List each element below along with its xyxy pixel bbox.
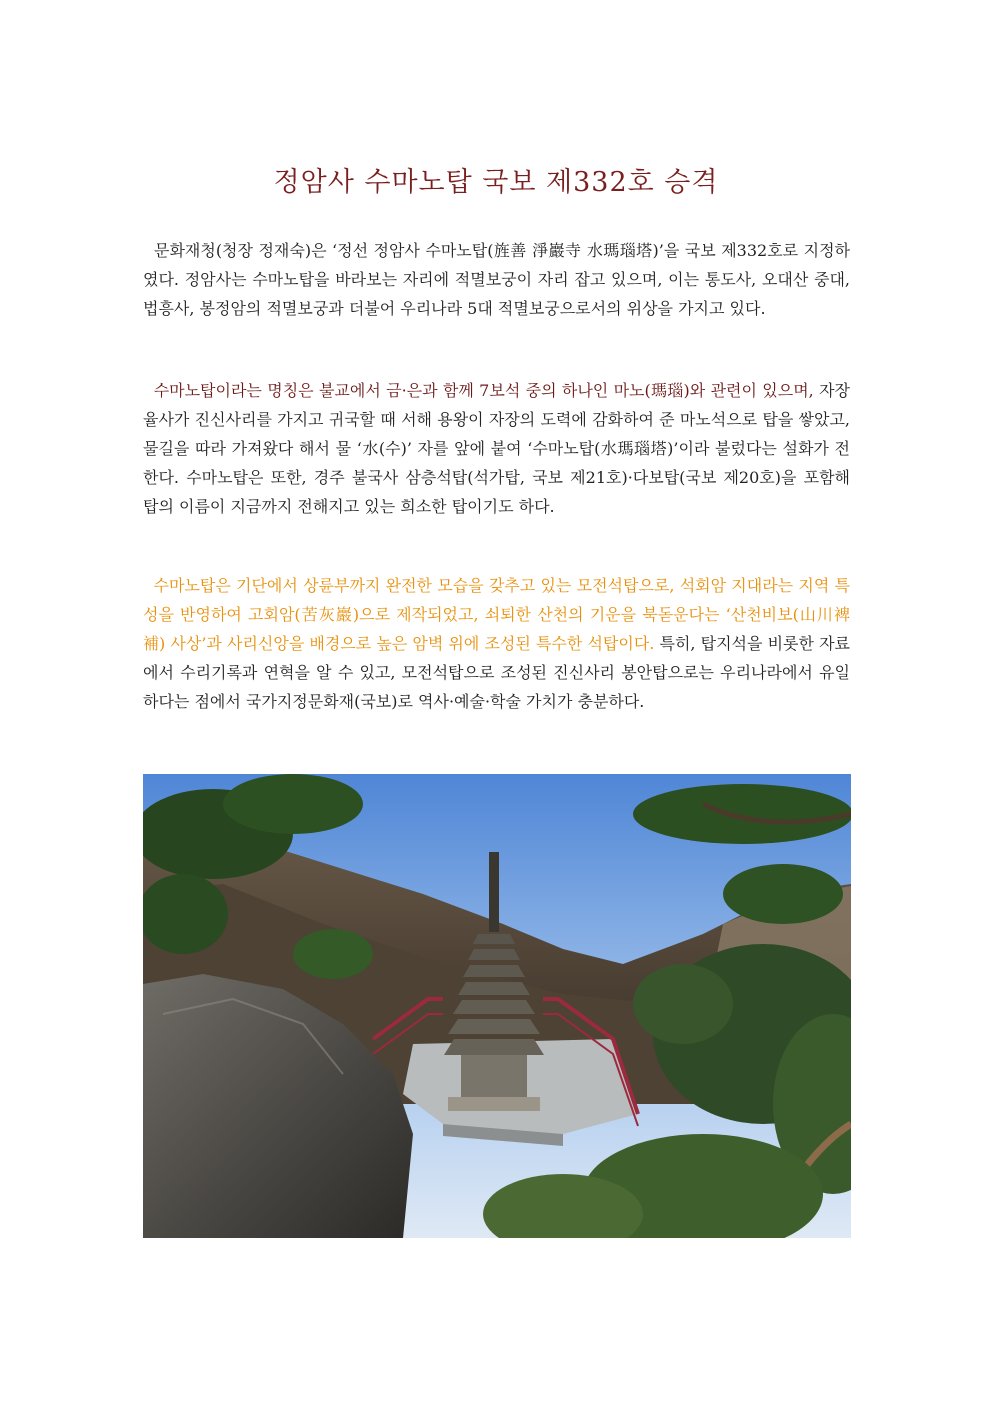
pagoda-photo (143, 774, 851, 1238)
paragraph-text: 자장율사가 진신사리를 가지고 귀국할 때 서해 용왕이 자장의 도력에 감화하여 준 마노석으로 탑을 쌓았고, 물길을 따라 가져왔다 해서 물 ‘水(수)’ 자를 앞에 붙여 ‘수마노탑(水瑪瑙塔)’이라 불렀다는 설화가 전한다. 수마노탑은 또한, 경주 불국사 삼층석탑(석가탑, 국보 제21호)·다보탑(국보 제20호)을 포함해 탑의 이름이 지금까지 전해지고 있는 희소한 탑이기도 하다. (143, 381, 851, 516)
paragraph-text: 특히, 탑지석을 비롯한 자료에서 수리기록과 연혁을 알 수 있고, 모전석탑으로 조성된 진신사리 봉안탑으로는 우리나라에서 유일하다는 점에서 국가지정문화재(국보)로 역사·예술·학술 가치가 충분하다. (143, 634, 850, 711)
page-title: 정암사 수마노탑 국보 제332호 승격 (273, 167, 719, 198)
paragraph-name-origin (143, 376, 850, 521)
paragraph-text: 문화재청(청장 정재숙)은 ‘정선 정암사 수마노탑(旌善 淨巖寺 水瑪瑙塔)’을 국보 제332호로 지정하였다. 정암사는 수마노탑을 바라보는 자리에 적멸보궁이 자리 잡고 있으며, 이는 통도사, 오대산 중대, 법흥사, 봉정암의 적멸보궁과 더불어 우리나라 5대 적멸보궁으로서의 위상을 가지고 있다. (143, 241, 850, 318)
paragraph-significance (143, 571, 850, 716)
highlighted-text: 수마노탑은 기단에서 상륜부까지 완전한 모습을 갖추고 있는 모전석탑으로, 석회암 지대라는 지역 특성을 반영하여 고회암(苦灰巖)으로 제작되었고, 쇠퇴한 산천의 기운을 북돋운다는 ‘산천비보(山川裨補) 사상’과 사리신앙을 배경으로 높은 암벽 위에 조성된 특수한 석탑이다. (143, 576, 850, 653)
paragraph-designation (143, 236, 850, 323)
highlighted-text: 수마노탑이라는 명칭은 불교에서 금·은과 함께 7보석 중의 하나인 마노(瑪瑙)와 관련이 있으며, (143, 381, 814, 400)
